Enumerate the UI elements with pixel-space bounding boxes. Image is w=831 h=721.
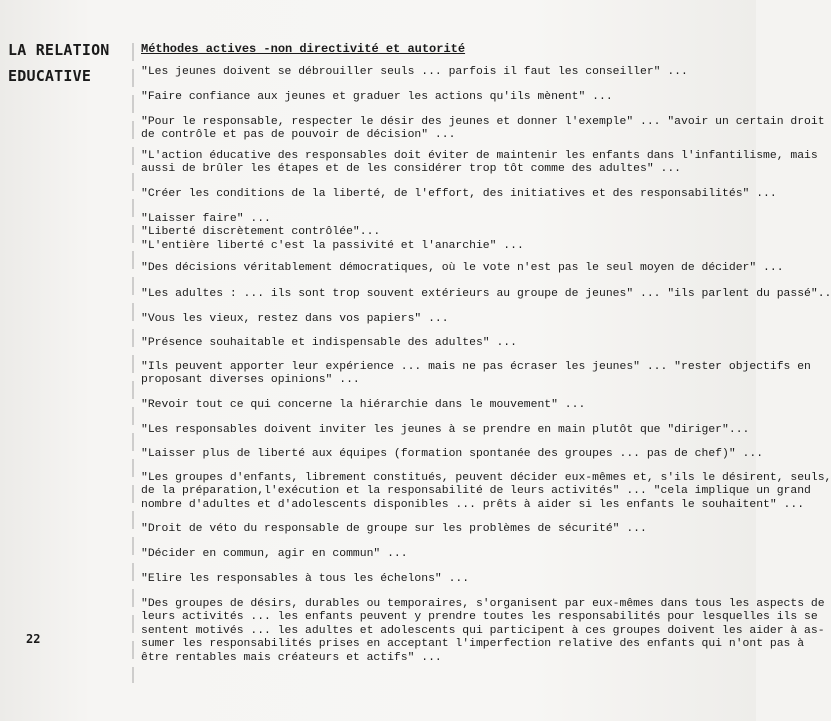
quote-line: proposant diverses opinions" ... <box>141 374 360 387</box>
quote-line: être rentables mais créateurs et actifs" ... <box>141 651 442 664</box>
quote-line: sumer les responsabilités prises en acceptant l'imperfection relative des enfants qui n'ont pas à <box>141 638 805 651</box>
quote-line: "Laisser faire" ... <box>141 213 271 225</box>
quote-line: "Présence souhaitable et indispensable des adultes" ... <box>141 337 517 349</box>
quote-line: "Décider en commun, agir en commun" ... <box>141 548 408 560</box>
quote-line: nombre d'adultes et d'adolescents disponibles ... prêts à aider si les enfants le souhaitent" ... <box>141 498 805 511</box>
quote-block <box>141 573 756 586</box>
section-title: Méthodes actives -non directivité et autorité <box>141 42 466 56</box>
quote-block <box>141 150 818 177</box>
quote-block <box>141 313 756 326</box>
quote-line: "Revoir tout ce qui concerne la hiérarchie dans le mouvement" ... <box>141 399 586 411</box>
page-number: 22 <box>26 632 41 646</box>
quote-block <box>141 262 784 275</box>
quote-line: "Des groupes de désirs, durables ou temporaires, s'organisent par eux-mêmes dans tous les aspects de <box>141 598 825 610</box>
quote-block <box>141 337 756 350</box>
quote-line: "Elire les responsables à tous les échelons" ... <box>141 573 470 585</box>
quote-line: leurs activités ... les enfants peuvent y prendre toutes les responsabilités pour lesquelles ils se <box>141 611 818 624</box>
side-heading-line-2: EDUCATIVE <box>8 67 92 85</box>
quote-block <box>141 472 831 512</box>
quote-line: "L'action éducative des responsables doit éviter de maintenir les enfants dans l'infantilisme, mais <box>141 150 818 162</box>
quote-block <box>141 188 777 201</box>
quote-block <box>141 448 764 461</box>
quote-block <box>141 424 756 437</box>
quote-block <box>141 66 756 79</box>
quote-line: "Créer les conditions de la liberté, de l'effort, des initiatives et des responsabilités" ... <box>141 188 777 200</box>
quote-line: "Laisser plus de liberté aux équipes (formation spontanée des groupes ... pas de chef)" ... <box>141 448 764 460</box>
quote-block <box>141 598 825 665</box>
quote-block <box>141 116 825 143</box>
quote-block <box>141 361 811 388</box>
quote-line: "Pour le responsable, respecter le désir des jeunes et donner l'exemple" ... "avoir un certain droit <box>141 116 825 128</box>
quote-line: "Liberté discrètement contrôlée"... <box>141 226 381 239</box>
quote-block <box>141 548 756 561</box>
quote-line: "Des décisions véritablement démocratiques, où le vote n'est pas le seul moyen de décider" ... <box>141 262 784 274</box>
quote-line: "Les groupes d'enfants, librement constitués, peuvent décider eux-mêmes et, s'ils le désirent, seuls, <box>141 472 831 484</box>
quote-line: "Droit de véto du responsable de groupe sur les problèmes de sécurité" ... <box>141 523 647 535</box>
quote-line: de la préparation,l'exécution et la responsabilité de leurs activités" ... "cela implique un grand <box>141 485 811 498</box>
margin-rule <box>132 43 134 683</box>
quote-line: "Faire confiance aux jeunes et graduer les actions qu'ils mènent" ... <box>141 91 613 103</box>
quote-line: de contrôle et pas de pouvoir de décision" ... <box>141 129 456 142</box>
quote-line: "Les jeunes doivent se débrouiller seuls ... parfois il faut les conseiller" ... <box>141 66 688 78</box>
quote-line: aussi de brûler les étapes et de les considérer trop tôt comme des adultes" ... <box>141 163 682 176</box>
quote-block <box>141 288 831 301</box>
quote-line: "Les responsables doivent inviter les jeunes à se prendre en main plutôt que "diriger"... <box>141 424 750 436</box>
quote-block <box>141 91 756 104</box>
quote-line: sentent motivés ... les adultes et adolescents qui participent à ces groupes doivent les aider à as- <box>141 624 825 637</box>
quote-line: "L'entière liberté c'est la passivité et l'anarchie" ... <box>141 239 524 252</box>
quote-block <box>141 213 756 253</box>
side-heading-line-1: LA RELATION <box>8 41 110 59</box>
quote-block <box>141 399 756 412</box>
quote-block <box>141 523 756 536</box>
quote-line: "Les adultes : ... ils sont trop souvent extérieurs au groupe de jeunes" ... "ils parlent du passé".. <box>141 288 831 300</box>
side-heading <box>8 37 110 89</box>
quote-line: "Ils peuvent apporter leur expérience ... mais ne pas écraser les jeunes" ... "rester objectifs en <box>141 361 811 373</box>
quote-line: "Vous les vieux, restez dans vos papiers" ... <box>141 313 449 325</box>
